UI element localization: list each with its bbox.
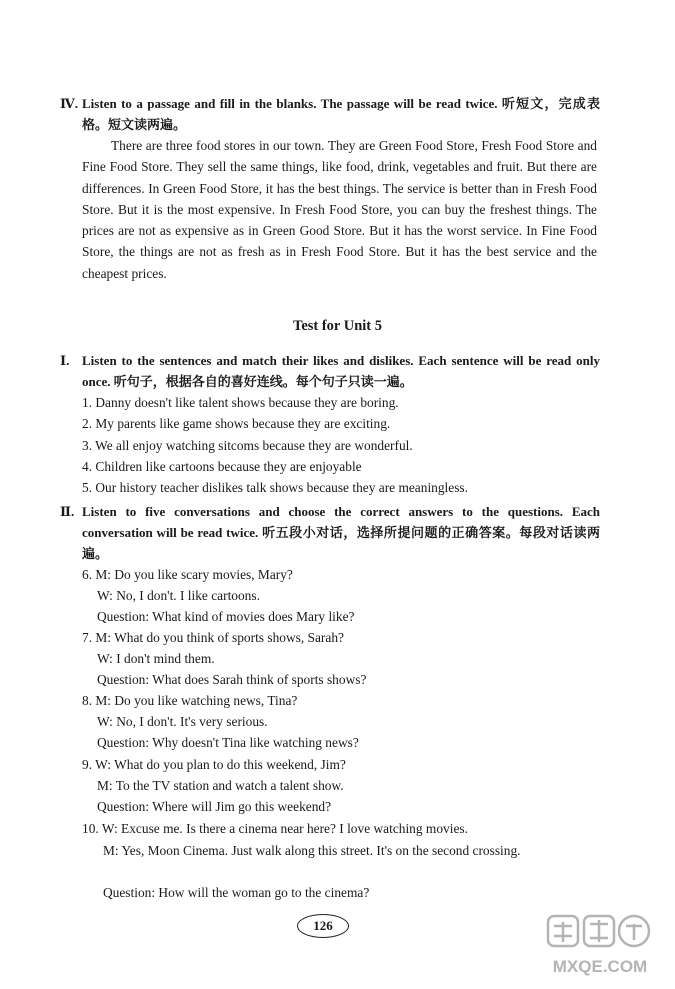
watermark-text: MXQE.COM	[552, 957, 648, 976]
page-number: 126	[297, 914, 349, 938]
sentence-item: 2. My parents like game shows because they are exciting.	[82, 416, 391, 431]
dialogue-line: W: No, I don't. It's very serious.	[97, 714, 268, 729]
question-line: Question: What does Sarah think of sports shows?	[97, 672, 367, 687]
part-1-number: Ⅰ.	[60, 353, 70, 368]
dialogue-line: M: Yes, Moon Cinema. Just walk along this street. It's on the second crossing.	[103, 843, 521, 858]
watermark-icon	[540, 912, 660, 982]
part-1-instruction: Listen to the sentences and match their likes and dislikes. Each sentence will be read only once. 听句子，根据各自的喜好连线。每个句子只读一遍。	[82, 353, 600, 389]
dialogue-line: W: No, I don't. I like cartoons.	[97, 588, 260, 603]
dialogue-line: W: I don't mind them.	[97, 651, 215, 666]
test-title: Test for Unit 5	[292, 318, 383, 334]
watermark-logo	[540, 912, 660, 982]
part-1-heading	[60, 350, 600, 392]
sentence-item: 1. Danny doesn't like talent shows because they are boring.	[82, 395, 399, 410]
question-line: Question: Where will Jim go this weekend?	[97, 799, 332, 814]
question-line: Question: Why doesn't Tina like watching news?	[97, 735, 359, 750]
question-line: Question: How will the woman go to the cinema?	[103, 885, 370, 900]
section-4-heading	[60, 93, 600, 135]
section-4-instruction: Listen to a passage and fill in the blanks. The passage will be read twice. 听短文，完成表格。短文读两遍。	[82, 96, 600, 132]
sentence-item: 3. We all enjoy watching sitcoms because they are wonderful.	[82, 438, 413, 453]
part-2-instruction: Listen to five conversations and choose the correct answers to the questions. Each conversation will be read twice. 听五段小对话，选择所提问题的正确答案。每段对话读两遍。	[82, 504, 600, 561]
dialogue-line: 8. M: Do you like watching news, Tina?	[82, 693, 298, 708]
dialogue-line: M: To the TV station and watch a talent show.	[97, 778, 344, 793]
sentence-item: 5. Our history teacher dislikes talk shows because they are meaningless.	[82, 480, 468, 495]
dialogue-line: 6. M: Do you like scary movies, Mary?	[82, 567, 293, 582]
section-4-number: Ⅳ.	[60, 96, 79, 111]
dialogue-line: 10. W: Excuse me. Is there a cinema near here? I love watching movies.	[82, 821, 468, 836]
sentence-item: 4. Children like cartoons because they are enjoyable	[82, 459, 362, 474]
food-store-passage: There are three food stores in our town. They are Green Food Store, Fresh Food Store and Fine Food Store. They sell the same things, like food, drink, vegetables and fruit. But there are differences. In Green Food Store, it has the best things. The service is better than in Fresh Food Store. But it is the most expensive. In Fresh Food Store, you can buy the freshest things. The prices are not as expensive as in Green Good Store. But it has the worst service. In Fine Food Store, the things are not as fresh as in Fresh Food Store. But it has the best service and the cheapest prices.	[82, 138, 597, 281]
dialogue-line: 7. M: What do you think of sports shows, Sarah?	[82, 630, 344, 645]
dialogue-line: 9. W: What do you plan to do this weekend, Jim?	[82, 757, 346, 772]
question-line: Question: What kind of movies does Mary like?	[97, 609, 355, 624]
part-2-heading	[60, 501, 600, 564]
part-2-number: Ⅱ.	[60, 504, 75, 519]
